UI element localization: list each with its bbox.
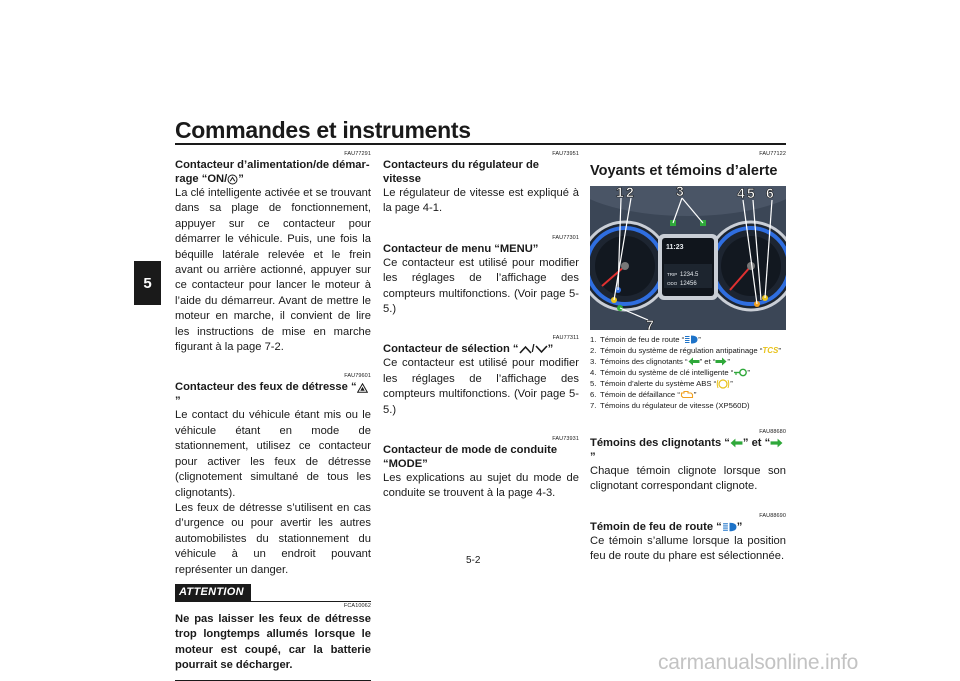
column-2 [383, 150, 579, 502]
lcd-trip: 1234.5 [680, 272, 699, 278]
section-title-menu: Contacteur de menu “MENU” [383, 242, 539, 255]
section-title-mode: Contacteur de mode de conduite “MODE” [383, 444, 558, 471]
legend-item: 7. Témoins du régulateur de vitesse (XP560D) [590, 401, 750, 410]
column-3 [590, 150, 786, 565]
paragraph: Chaque témoin clignote lorsque son clignotant correspondant clignote. [590, 465, 786, 493]
legend-item: 2. Témoin du système de régulation antipatinage “TCS” [590, 346, 781, 355]
lcd-clock: 11:23 [666, 244, 684, 251]
callout-3: 3 [676, 186, 684, 199]
page-title: Commandes et instruments [175, 117, 471, 143]
smart-key-icon [733, 368, 747, 377]
ref-code: FAU88680 [759, 429, 786, 435]
turn-right-icon [715, 357, 727, 366]
legend-item: 6. Témoin de défaillance “ ” [590, 390, 697, 399]
chevron-up-icon [519, 345, 532, 354]
dashboard-figure [590, 186, 786, 330]
abs-warning-icon [716, 379, 730, 389]
high-beam-icon [684, 335, 698, 344]
legend-item: 3. Témoins des clignotants “ ” et “ ” [590, 357, 730, 366]
ref-code: FAU77311 [552, 335, 579, 342]
attention-text: Ne pas laisser les feux de détresse trop longtemps allumés lorsque le moteur est coupé, car la batterie pourrait se décharger. [175, 612, 371, 672]
hazard-icon [357, 383, 368, 393]
legend-item: 4. Témoin du système de clé intelligente “ ” [590, 368, 750, 377]
ref-code: FAU88690 [759, 512, 786, 519]
figure-legend [590, 334, 786, 411]
column-1 [175, 150, 371, 681]
turn-left-icon [688, 357, 700, 366]
divider [175, 680, 371, 681]
section-title-power-switch: Contacteur d’alimentation/de démar- rage “ON/ ” [175, 159, 370, 185]
section-title-hazard: Contacteur des feux de détresse “” [175, 380, 371, 408]
ref-code: FAU79601 [344, 373, 371, 380]
turn-right-icon [770, 438, 783, 448]
paragraph: Le contact du véhicule étant mis ou le véhicule étant en mode de stationnement, utilisez ce contacteur pour activer les feux de détresse (clignotement simultané de tous les clignotants). [175, 409, 371, 499]
lcd-odo-label: ODO [667, 281, 678, 286]
engine-warning-icon [680, 390, 694, 399]
ref-code: FAU77122 [759, 151, 786, 157]
page-number: 5-2 [466, 555, 481, 566]
ref-code: FAU73951 [552, 151, 579, 157]
callout-1: 1 [616, 186, 624, 200]
paragraph: Le régulateur de vitesse est expliqué à la page 4-1. [383, 187, 579, 215]
section-title-indicators: Voyants et témoins d’alerte [590, 163, 778, 179]
ref-code: FAU77291 [344, 151, 371, 157]
section-title-cruise: Contacteurs du régulateur de vitesse [383, 159, 540, 185]
callout-5: 5 [747, 186, 755, 201]
lcd-odo: 12456 [680, 281, 697, 287]
attention-label: ATTENTION [175, 584, 251, 601]
section-title-turn-signals: Témoins des clignotants “ ” et “” [590, 436, 786, 464]
paragraph: Ce témoin s’allume lorsque la position feu de route du phare est sélectionnée. [590, 534, 786, 563]
chapter-tab: 5 [134, 261, 161, 305]
start-icon [227, 174, 238, 185]
lcd-trip-label: TRIP [667, 272, 678, 277]
callout-7: 7 [646, 317, 654, 330]
ref-code: FCA10062 [343, 602, 371, 609]
watermark: carmanualsonline.info [658, 651, 859, 674]
ref-code: FAU73931 [552, 436, 579, 443]
paragraph: Les feux de détresse s’utilisent en cas d’urgence ou pour avertir les autres automobilistes du stationnement du véhicule à un endroit pouvant représenter un danger. [175, 501, 371, 576]
callout-2: 2 [626, 186, 634, 200]
paragraph: La clé intelligente activée et se trouvant dans sa plage de fonctionnement, appuyer sur ce contacteur pour démarrer le véhicule. Puis, une fois la béquille latérale relevée et le frein avant ou arrière actionné, appuyer sur ce contacteur pour lancer le moteur à l’aide du démarreur. Avant de mettre le moteur en marche, il convient de lire les instructions de mise en marche figurant à la page 7-2. [175, 187, 371, 354]
chevron-down-icon [535, 345, 548, 354]
ref-code: FAU77301 [552, 234, 579, 241]
callout-6: 6 [766, 186, 774, 201]
dashboard-illustration [590, 186, 786, 330]
section-title-select: Contacteur de sélection “ / ” [383, 343, 554, 356]
legend-item: 5. Témoin d’alerte du système ABS “ ” [590, 379, 733, 388]
legend-item: 1. Témoin de feu de route “ ” [590, 335, 701, 344]
callout-4: 4 [737, 186, 745, 201]
paragraph: Ce contacteur est utilisé pour modifier les réglages de l’affichage des compteurs multifonctions. (Voir page 5-5.) [383, 256, 579, 316]
divider [175, 601, 371, 602]
paragraph: Ce contacteur est utilisé pour modifier les réglages de l’affichage des compteurs multifonctions. (Voir page 5-5.) [383, 357, 579, 416]
section-title-high-beam: Témoin de feu de route “ ” [590, 520, 743, 533]
tcs-icon: TCS [762, 346, 779, 355]
paragraph: Les explications au sujet du mode de conduite se trouvent à la page 4-3. [383, 472, 579, 500]
header-rule [175, 143, 786, 145]
turn-left-icon [730, 438, 743, 448]
high-beam-icon [722, 522, 737, 532]
